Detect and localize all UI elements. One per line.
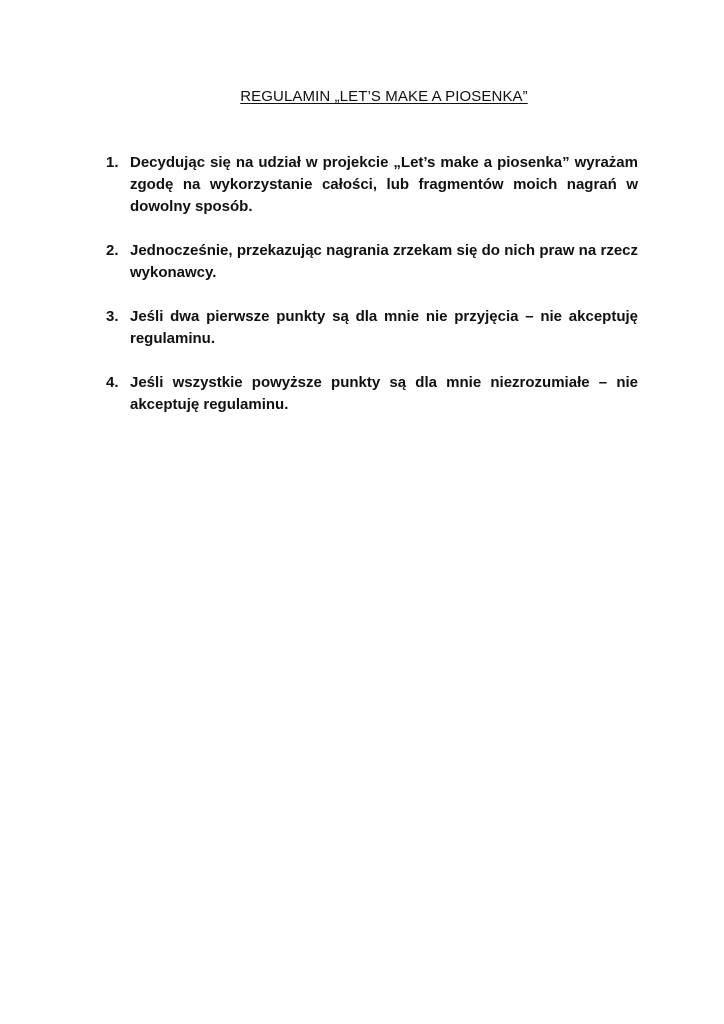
rule-item	[106, 240, 638, 284]
rule-text: Jednocześnie, przekazując nagrania zrzekam się do nich praw na rzecz wykonawcy.	[130, 242, 638, 281]
rule-number: 3.	[106, 308, 119, 325]
rule-item	[106, 152, 638, 218]
rule-text: Decydując się na udział w projekcie „Let’s make a piosenka” wyrażam zgodę na wykorzystanie całości, lub fragmentów moich nagrań w dowolny sposób.	[130, 154, 638, 215]
rules-list	[106, 152, 638, 438]
rule-item	[106, 372, 638, 416]
rule-item	[106, 306, 638, 350]
rule-number: 4.	[106, 374, 119, 391]
document-title: REGULAMIN „LET’S MAKE A PIOSENKA”	[240, 88, 528, 105]
rule-text: Jeśli wszystkie powyższe punkty są dla mnie niezrozumiałe – nie akceptuję regulaminu.	[130, 374, 638, 413]
rule-number: 1.	[106, 154, 119, 171]
rule-number: 2.	[106, 242, 119, 259]
rule-text: Jeśli dwa pierwsze punkty są dla mnie nie przyjęcia – nie akceptuję regulaminu.	[130, 308, 638, 347]
